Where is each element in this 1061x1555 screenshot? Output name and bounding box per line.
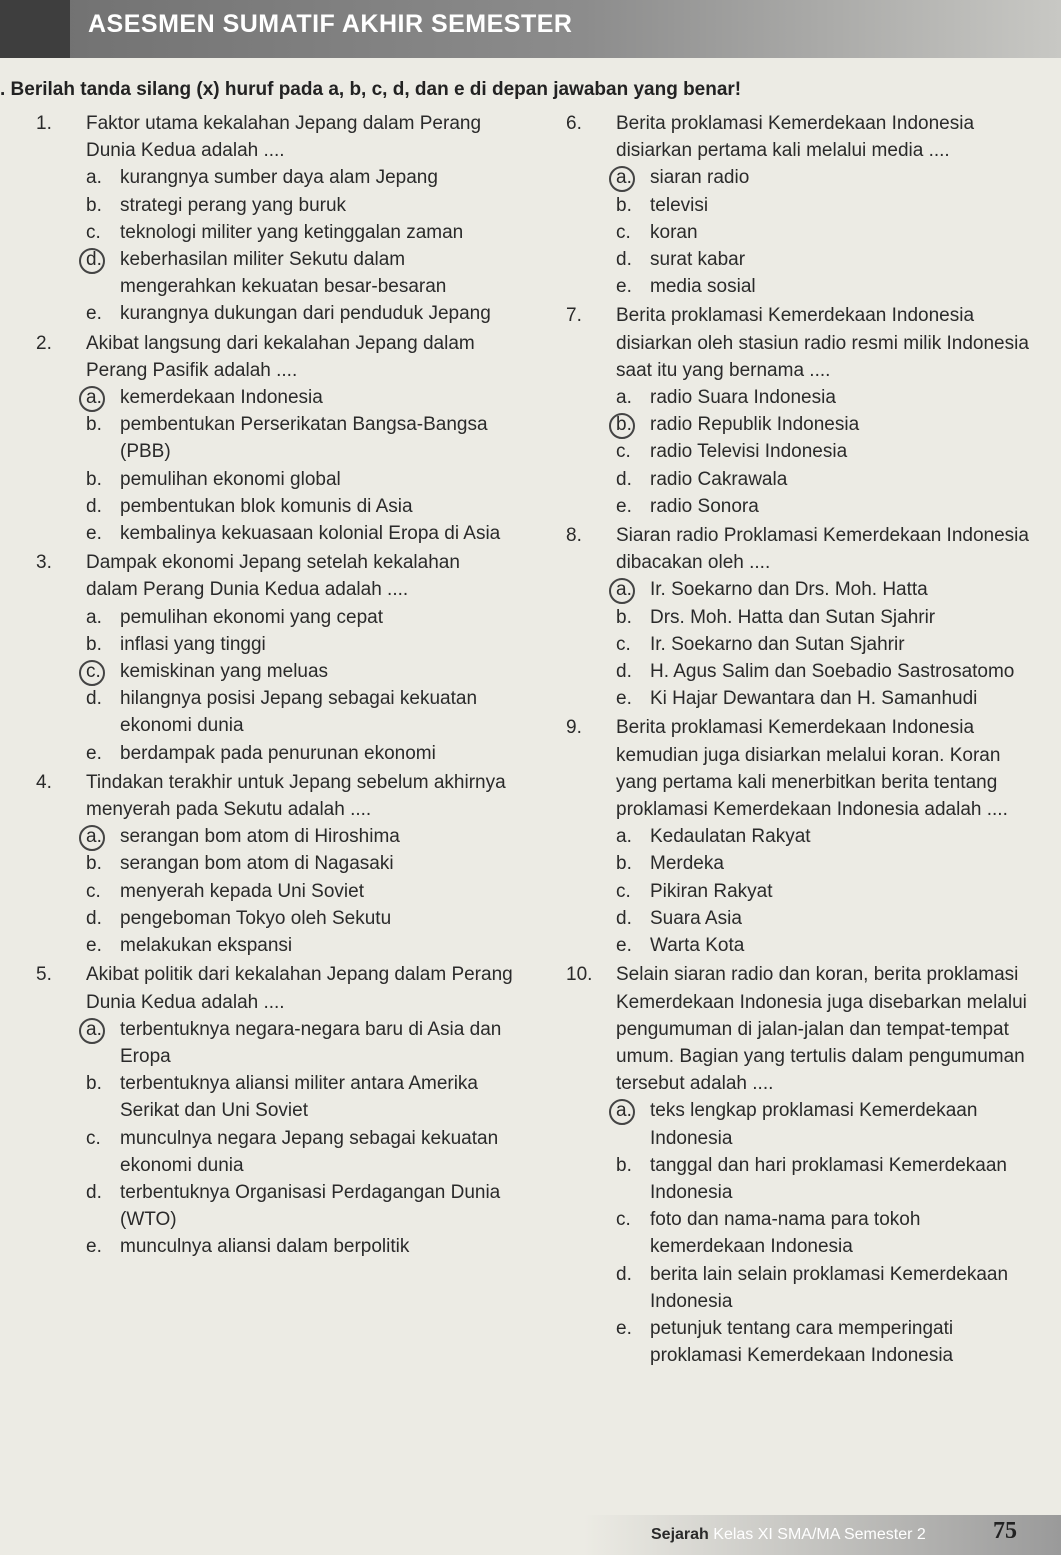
answer-option[interactable] bbox=[86, 493, 516, 520]
question-item bbox=[566, 110, 1036, 300]
option-letter: b. bbox=[86, 194, 102, 216]
option-letter: c. bbox=[616, 1209, 631, 1231]
answer-option[interactable] bbox=[616, 604, 1036, 631]
option-letter: d. bbox=[86, 1181, 102, 1203]
answer-option[interactable] bbox=[616, 850, 1036, 877]
question-number: 10. bbox=[566, 964, 593, 986]
question-item bbox=[566, 522, 1036, 712]
option-text: kurangnya dukungan dari penduduk Jepang bbox=[120, 303, 491, 325]
answer-option[interactable] bbox=[616, 466, 1036, 493]
option-text: televisi bbox=[650, 194, 709, 216]
option-text: inflasi yang tinggi bbox=[120, 633, 266, 655]
option-text: Kedaulatan Rakyat bbox=[650, 826, 811, 848]
answer-option[interactable] bbox=[616, 685, 1036, 712]
question-item bbox=[36, 549, 516, 767]
option-text: kemerdekaan Indonesia bbox=[120, 387, 323, 409]
option-text: koran bbox=[650, 221, 698, 243]
instruction-text: . Berilah tanda silang (x) huruf pada a, b, c, d, dan e di depan jawaban yang benar! bbox=[0, 79, 742, 100]
question-stem bbox=[36, 110, 516, 164]
option-text: serangan bom atom di Hiroshima bbox=[120, 826, 400, 848]
option-letter: e. bbox=[86, 742, 102, 764]
answer-option[interactable] bbox=[616, 273, 1036, 300]
question-stem bbox=[566, 961, 1036, 1097]
answer-option[interactable] bbox=[616, 576, 1036, 603]
questions-column-right bbox=[566, 110, 1036, 1371]
option-letter: b. bbox=[616, 853, 632, 875]
answer-option[interactable] bbox=[616, 905, 1036, 932]
option-letter: b. bbox=[86, 468, 102, 490]
answer-option[interactable] bbox=[86, 520, 516, 547]
option-text: kurangnya sumber daya alam Jepang bbox=[120, 167, 438, 189]
answer-option[interactable] bbox=[616, 823, 1036, 850]
question-item bbox=[36, 330, 516, 548]
question-number: 8. bbox=[566, 525, 582, 547]
question-item bbox=[36, 110, 516, 328]
option-letter: c. bbox=[616, 633, 631, 655]
answer-option[interactable] bbox=[86, 1125, 516, 1179]
option-text: Ki Hajar Dewantara dan H. Samanhudi bbox=[650, 688, 978, 710]
option-letter: d. bbox=[616, 907, 632, 929]
option-text: terbentuknya aliansi militer antara Amerika Serikat dan Uni Soviet bbox=[120, 1073, 479, 1122]
answer-option[interactable] bbox=[616, 1152, 1036, 1206]
option-text: Suara Asia bbox=[650, 907, 742, 929]
answer-option[interactable] bbox=[86, 384, 516, 411]
option-text: kembalinya kekuasaan kolonial Eropa di Asia bbox=[120, 523, 501, 545]
option-text: Ir. Soekarno dan Sutan Sjahrir bbox=[650, 633, 905, 655]
option-letter: a. bbox=[86, 1016, 120, 1070]
option-text: keberhasilan militer Sekutu dalam mengerahkan kekuatan besar-besaran bbox=[120, 249, 447, 298]
option-text: berita lain selain proklamasi Kemerdekaan Indonesia bbox=[650, 1263, 1009, 1312]
option-letter: b. bbox=[86, 1073, 102, 1095]
option-text: Drs. Moh. Hatta dan Sutan Sjahrir bbox=[650, 606, 936, 628]
answer-option[interactable] bbox=[616, 658, 1036, 685]
answer-option[interactable] bbox=[86, 631, 516, 658]
answer-option[interactable] bbox=[86, 411, 516, 465]
option-letter: b. bbox=[86, 633, 102, 655]
question-text: Siaran radio Proklamasi Kemerdekaan Indonesia dibacakan oleh .... bbox=[616, 525, 1029, 574]
question-item bbox=[566, 961, 1036, 1369]
question-stem bbox=[36, 549, 516, 603]
option-letter: d. bbox=[86, 495, 102, 517]
answer-option[interactable] bbox=[86, 192, 516, 219]
answer-option[interactable] bbox=[86, 300, 516, 327]
option-text: media sosial bbox=[650, 276, 756, 298]
option-letter: e. bbox=[86, 523, 102, 545]
option-letter: d. bbox=[86, 907, 102, 929]
option-letter: d. bbox=[616, 468, 632, 490]
answer-option[interactable] bbox=[86, 1070, 516, 1124]
answer-option[interactable] bbox=[616, 932, 1036, 959]
question-text: Selain siaran radio dan koran, berita proklamasi Kemerdekaan Indonesia juga disebarkan melalui pengumuman di jalan-jalan dan tempat-tempat umum. Bagian yang tertulis dalam pengumuman tersebut adalah .... bbox=[616, 964, 1027, 1095]
option-letter: a. bbox=[616, 576, 650, 603]
question-number: 5. bbox=[36, 964, 52, 986]
option-text: radio Republik Indonesia bbox=[650, 414, 860, 436]
question-number: 9. bbox=[566, 717, 582, 739]
answer-option[interactable] bbox=[86, 850, 516, 877]
question-text: Faktor utama kekalahan Jepang dalam Perang Dunia Kedua adalah .... bbox=[86, 113, 482, 162]
answer-option[interactable] bbox=[616, 878, 1036, 905]
option-letter: e. bbox=[86, 1236, 102, 1258]
answer-option[interactable] bbox=[616, 1315, 1036, 1369]
option-letter: a. bbox=[616, 1097, 650, 1151]
option-text: hilangnya posisi Jepang sebagai kekuatan ekonomi dunia bbox=[120, 688, 478, 737]
question-number: 1. bbox=[36, 113, 52, 134]
question-number: 2. bbox=[36, 332, 52, 354]
option-text: terbentuknya Organisasi Perdagangan Dunia (WTO) bbox=[120, 1181, 501, 1231]
answer-option[interactable] bbox=[86, 685, 516, 739]
option-letter: e. bbox=[616, 688, 632, 710]
answer-option[interactable] bbox=[86, 466, 516, 493]
option-text: foto dan nama-nama para tokoh kemerdekaan Indonesia bbox=[650, 1209, 921, 1258]
option-text: kemiskinan yang meluas bbox=[120, 661, 329, 683]
option-text: pemulihan ekonomi global bbox=[120, 468, 341, 490]
option-letter: c. bbox=[616, 441, 631, 463]
answer-option[interactable] bbox=[86, 878, 516, 905]
question-text: Tindakan terakhir untuk Jepang sebelum akhirnya menyerah pada Sekutu adalah .... bbox=[86, 771, 506, 821]
option-letter: c. bbox=[616, 221, 631, 243]
option-letter: d. bbox=[616, 249, 632, 271]
option-text: teks lengkap proklamasi Kemerdekaan Indonesia bbox=[650, 1100, 978, 1149]
question-item bbox=[36, 961, 516, 1260]
option-letter: b. bbox=[616, 411, 650, 438]
option-letter: c. bbox=[86, 221, 101, 243]
option-text: petunjuk tentang cara memperingati proklamasi Kemerdekaan Indonesia bbox=[650, 1317, 954, 1367]
answer-option[interactable] bbox=[86, 905, 516, 932]
option-letter: a. bbox=[616, 387, 632, 409]
option-text: melakukan ekspansi bbox=[120, 935, 293, 957]
footer-subject: Sejarah bbox=[651, 1526, 709, 1543]
option-letter: d. bbox=[86, 246, 120, 300]
page-number: 75 bbox=[993, 1518, 1017, 1544]
option-letter: a. bbox=[86, 167, 102, 189]
option-text: Ir. Soekarno dan Drs. Moh. Hatta bbox=[650, 579, 928, 601]
page-title: ASESMEN SUMATIF AKHIR SEMESTER bbox=[88, 10, 573, 38]
question-item bbox=[566, 714, 1036, 959]
option-text: munculnya aliansi dalam berpolitik bbox=[120, 1236, 410, 1258]
option-text: Pikiran Rakyat bbox=[650, 880, 773, 902]
option-text: pemulihan ekonomi yang cepat bbox=[120, 606, 384, 628]
option-letter: a. bbox=[86, 823, 120, 850]
question-text: Berita proklamasi Kemerdekaan Indonesia disiarkan pertama kali melalui media .... bbox=[616, 113, 975, 162]
answer-option[interactable] bbox=[86, 658, 516, 685]
question-text: Dampak ekonomi Jepang setelah kekalahan dalam Perang Dunia Kedua adalah .... bbox=[86, 552, 460, 601]
question-number: 4. bbox=[36, 771, 52, 793]
answer-option[interactable] bbox=[616, 192, 1036, 219]
option-text: teknologi militer yang ketinggalan zaman bbox=[120, 221, 464, 243]
answer-option[interactable] bbox=[616, 246, 1036, 273]
answer-option[interactable] bbox=[616, 219, 1036, 246]
option-letter: b. bbox=[616, 1154, 632, 1176]
question-stem bbox=[36, 330, 516, 384]
question-item bbox=[566, 302, 1036, 520]
option-text: pembentukan blok komunis di Asia bbox=[120, 495, 413, 517]
question-number: 3. bbox=[36, 552, 52, 574]
option-letter: c. bbox=[616, 880, 631, 902]
answer-option[interactable] bbox=[86, 823, 516, 850]
option-letter: e. bbox=[616, 495, 632, 517]
option-letter: e. bbox=[616, 1317, 632, 1339]
option-letter: a. bbox=[86, 384, 120, 411]
questions-column-left bbox=[36, 110, 516, 1263]
answer-option[interactable] bbox=[86, 1016, 516, 1070]
option-text: Warta Kota bbox=[650, 935, 745, 957]
option-letter: c. bbox=[86, 658, 120, 685]
option-text: munculnya negara Jepang sebagai kekuatan ekonomi dunia bbox=[120, 1127, 499, 1176]
option-letter: a. bbox=[616, 164, 650, 191]
option-letter: b. bbox=[616, 606, 632, 628]
question-stem bbox=[36, 961, 516, 1015]
option-letter: a. bbox=[86, 606, 102, 628]
option-text: pengeboman Tokyo oleh Sekutu bbox=[120, 907, 392, 929]
option-text: terbentuknya negara-negara baru di Asia dan Eropa bbox=[120, 1018, 502, 1067]
option-letter: d. bbox=[86, 688, 102, 710]
option-text: radio Sonora bbox=[650, 495, 759, 517]
question-text: Berita proklamasi Kemerdekaan Indonesia kemudian juga disiarkan melalui koran. Koran yang pertama kali menerbitkan berita tentang proklamasi Kemerdekaan Indonesia adalah .... bbox=[616, 717, 1008, 821]
answer-option[interactable] bbox=[86, 1179, 516, 1233]
question-stem bbox=[36, 769, 516, 823]
answer-option[interactable] bbox=[616, 164, 1036, 191]
question-number: 7. bbox=[566, 305, 582, 327]
option-text: radio Suara Indonesia bbox=[650, 387, 836, 409]
option-letter: e. bbox=[86, 935, 102, 957]
option-letter: b. bbox=[616, 194, 632, 216]
answer-option[interactable] bbox=[86, 246, 516, 300]
option-letter: d. bbox=[616, 661, 632, 683]
question-text: Berita proklamasi Kemerdekaan Indonesia disiarkan oleh stasiun radio resmi milik Indonesia saat itu yang bernama .... bbox=[616, 305, 1029, 381]
option-text: strategi perang yang buruk bbox=[120, 194, 347, 216]
option-text: menyerah kepada Uni Soviet bbox=[120, 880, 364, 902]
option-text: surat kabar bbox=[650, 249, 746, 271]
option-text: serangan bom atom di Nagasaki bbox=[120, 853, 394, 875]
answer-option[interactable] bbox=[86, 740, 516, 767]
option-letter: b. bbox=[86, 414, 102, 436]
answer-option[interactable] bbox=[86, 164, 516, 191]
option-letter: d. bbox=[616, 1263, 632, 1285]
question-item bbox=[36, 769, 516, 959]
answer-option[interactable] bbox=[616, 493, 1036, 520]
option-letter: b. bbox=[86, 853, 102, 875]
option-text: berdampak pada penurunan ekonomi bbox=[120, 742, 436, 764]
answer-option[interactable] bbox=[86, 1233, 516, 1260]
answer-option[interactable] bbox=[616, 631, 1036, 658]
option-letter: e. bbox=[86, 303, 102, 325]
answer-option[interactable] bbox=[86, 604, 516, 631]
option-text: H. Agus Salim dan Soebadio Sastrosatomo bbox=[650, 661, 1015, 683]
question-stem bbox=[566, 302, 1036, 384]
footer-book-label: Kelas XI SMA/MA Semester 2 bbox=[713, 1526, 926, 1543]
header-tab-decoration bbox=[0, 0, 70, 58]
answer-option[interactable] bbox=[86, 932, 516, 959]
question-text: Akibat politik dari kekalahan Jepang dalam Perang Dunia Kedua adalah .... bbox=[86, 964, 513, 1013]
question-stem bbox=[566, 110, 1036, 164]
question-number: 6. bbox=[566, 113, 582, 134]
option-text: Merdeka bbox=[650, 853, 724, 875]
question-stem bbox=[566, 522, 1036, 576]
answer-option[interactable] bbox=[86, 219, 516, 246]
answer-option[interactable] bbox=[616, 384, 1036, 411]
option-letter: a. bbox=[616, 826, 632, 848]
option-text: radio Cakrawala bbox=[650, 468, 788, 490]
footer-book-info bbox=[651, 1526, 926, 1544]
option-text: siaran radio bbox=[650, 167, 750, 189]
question-text: Akibat langsung dari kekalahan Jepang dalam Perang Pasifik adalah .... bbox=[86, 332, 475, 381]
option-text: radio Televisi Indonesia bbox=[650, 441, 848, 463]
answer-option[interactable] bbox=[616, 1261, 1036, 1315]
option-letter: e. bbox=[616, 276, 632, 298]
option-text: pembentukan Perserikatan Bangsa-Bangsa (PBB) bbox=[120, 414, 488, 463]
answer-option[interactable] bbox=[616, 438, 1036, 465]
answer-option[interactable] bbox=[616, 1097, 1036, 1151]
answer-option[interactable] bbox=[616, 1206, 1036, 1260]
option-letter: c. bbox=[86, 880, 101, 902]
answer-option[interactable] bbox=[616, 411, 1036, 438]
option-text: tanggal dan hari proklamasi Kemerdekaan Indonesia bbox=[650, 1154, 1007, 1203]
option-letter: c. bbox=[86, 1127, 101, 1149]
question-stem bbox=[566, 714, 1036, 823]
option-letter: e. bbox=[616, 935, 632, 957]
